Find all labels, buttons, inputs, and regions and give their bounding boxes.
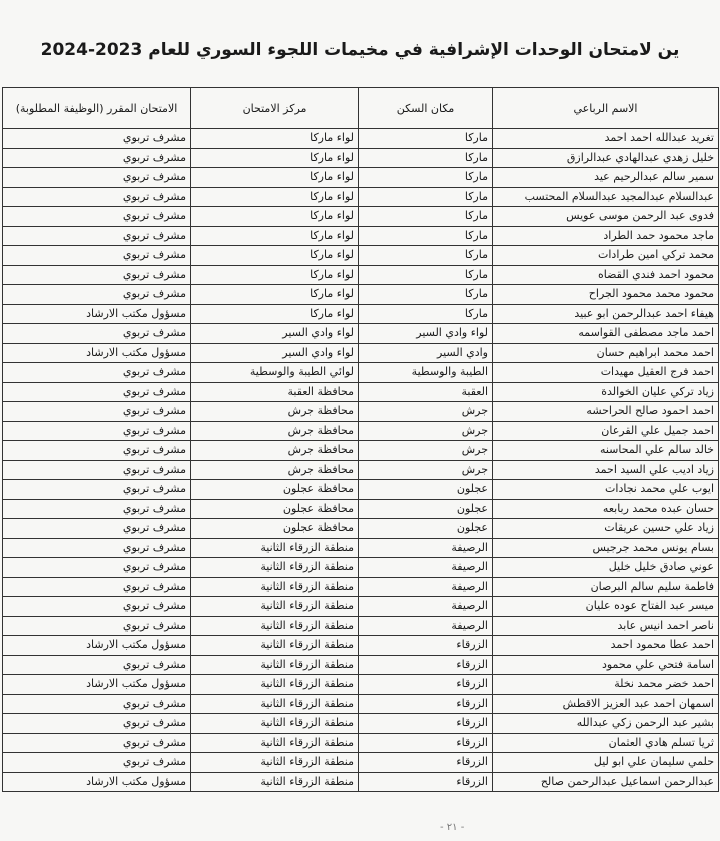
cell-residence: العقبة	[359, 382, 493, 402]
cell-center: لواء ماركا	[191, 226, 359, 246]
cell-name: احمد احمود صالح الحراحشه	[493, 402, 719, 422]
table-row	[3, 480, 719, 500]
cell-exam: مسؤول مكتب الارشاد	[3, 675, 191, 695]
table-row	[3, 577, 719, 597]
cell-name: زياد علي حسين عريقات	[493, 519, 719, 539]
cell-center: لواء ماركا	[191, 304, 359, 324]
document-title: ين لامتحان الوحدات الإشرافية في مخيمات اللجوء السوري للعام 2023-2024	[40, 40, 680, 60]
cell-name: احمد عطا محمود احمد	[493, 636, 719, 656]
cell-exam: مسؤول مكتب الارشاد	[3, 304, 191, 324]
cell-center: منطقة الزرقاء الثانية	[191, 772, 359, 792]
cell-residence: ماركا	[359, 265, 493, 285]
cell-center: محافظة عجلون	[191, 480, 359, 500]
cell-exam: مشرف تربوي	[3, 597, 191, 617]
cell-name: احمد محمد ابراهيم حسان	[493, 343, 719, 363]
cell-name: ميسر عبد الفتاح عوده عليان	[493, 597, 719, 617]
cell-name: ناصر احمد انيس عابد	[493, 616, 719, 636]
cell-residence: ماركا	[359, 226, 493, 246]
cell-residence: ماركا	[359, 246, 493, 266]
cell-name: احمد فرج العقيل مهيدات	[493, 363, 719, 383]
table-row	[3, 129, 719, 149]
cell-name: سمير سالم عبدالرحيم عيد	[493, 168, 719, 188]
cell-residence: جرش	[359, 460, 493, 480]
cell-center: محافظة العقبة	[191, 382, 359, 402]
table-row	[3, 363, 719, 383]
cell-name: خليل زهدي عبدالهادي عبدالرازق	[493, 148, 719, 168]
table-row	[3, 753, 719, 773]
cell-center: لواء ماركا	[191, 187, 359, 207]
table-row	[3, 675, 719, 695]
cell-center: منطقة الزرقاء الثانية	[191, 577, 359, 597]
cell-center: منطقة الزرقاء الثانية	[191, 714, 359, 734]
cell-exam: مشرف تربوي	[3, 207, 191, 227]
table-row	[3, 402, 719, 422]
cell-center: منطقة الزرقاء الثانية	[191, 538, 359, 558]
cell-center: لواء ماركا	[191, 285, 359, 305]
cell-center: منطقة الزرقاء الثانية	[191, 675, 359, 695]
cell-exam: مسؤول مكتب الارشاد	[3, 772, 191, 792]
cell-name: زياد تركي عليان الخوالدة	[493, 382, 719, 402]
cell-residence: ماركا	[359, 168, 493, 188]
cell-residence: الطيبة والوسطية	[359, 363, 493, 383]
cell-residence: الزرقاء	[359, 636, 493, 656]
cell-residence: عجلون	[359, 519, 493, 539]
cell-residence: جرش	[359, 441, 493, 461]
cell-exam: مشرف تربوي	[3, 363, 191, 383]
header-center: مركز الامتحان	[191, 88, 359, 129]
cell-exam: مشرف تربوي	[3, 694, 191, 714]
cell-name: حسان عبده محمد ربابعه	[493, 499, 719, 519]
candidates-table	[2, 87, 719, 792]
table-row	[3, 460, 719, 480]
cell-name: هيفاء احمد عبدالرحمن ابو عبيد	[493, 304, 719, 324]
cell-name: احمد ماجد مصطفى القواسمه	[493, 324, 719, 344]
cell-name: احمد خضر محمد نخلة	[493, 675, 719, 695]
cell-residence: ماركا	[359, 207, 493, 227]
table-row	[3, 441, 719, 461]
cell-center: محافظة جرش	[191, 402, 359, 422]
cell-name: اسمهان احمد عبد العزيز الاقطش	[493, 694, 719, 714]
cell-residence: جرش	[359, 421, 493, 441]
cell-center: لواء وادي السير	[191, 343, 359, 363]
cell-residence: ماركا	[359, 129, 493, 149]
header-exam: الامتحان المقرر (الوظيفة المطلوبة)	[3, 88, 191, 129]
cell-exam: مشرف تربوي	[3, 324, 191, 344]
table-row	[3, 168, 719, 188]
cell-residence: ماركا	[359, 187, 493, 207]
cell-name: بشير عبد الرحمن زكي عبدالله	[493, 714, 719, 734]
cell-residence: ماركا	[359, 148, 493, 168]
table-row	[3, 304, 719, 324]
cell-exam: مسؤول مكتب الارشاد	[3, 636, 191, 656]
cell-center: لواء ماركا	[191, 148, 359, 168]
cell-exam: مشرف تربوي	[3, 246, 191, 266]
table-row	[3, 207, 719, 227]
cell-name: بسام يونس محمد جرجيس	[493, 538, 719, 558]
cell-residence: الزرقاء	[359, 675, 493, 695]
cell-residence: ماركا	[359, 304, 493, 324]
cell-exam: مشرف تربوي	[3, 558, 191, 578]
cell-exam: مشرف تربوي	[3, 577, 191, 597]
cell-name: خالد سالم علي المحاسنه	[493, 441, 719, 461]
table-row	[3, 421, 719, 441]
cell-center: منطقة الزرقاء الثانية	[191, 655, 359, 675]
cell-residence: جرش	[359, 402, 493, 422]
cell-exam: مشرف تربوي	[3, 733, 191, 753]
cell-center: منطقة الزرقاء الثانية	[191, 616, 359, 636]
cell-center: لواء ماركا	[191, 207, 359, 227]
cell-residence: ماركا	[359, 285, 493, 305]
table-row	[3, 343, 719, 363]
cell-residence: الزرقاء	[359, 753, 493, 773]
cell-name: فدوى عبد الرحمن موسى عويس	[493, 207, 719, 227]
cell-exam: مشرف تربوي	[3, 480, 191, 500]
cell-name: عبدالسلام عبدالمجيد عبدالسلام المحتسب	[493, 187, 719, 207]
table-row	[3, 616, 719, 636]
cell-center: محافظة جرش	[191, 460, 359, 480]
header-name: الاسم الرباعي	[493, 88, 719, 129]
cell-center: لوائي الطيبة والوسطية	[191, 363, 359, 383]
cell-name: تغريد عبدالله احمد احمد	[493, 129, 719, 149]
cell-exam: مشرف تربوي	[3, 616, 191, 636]
cell-center: منطقة الزرقاء الثانية	[191, 636, 359, 656]
cell-exam: مشرف تربوي	[3, 382, 191, 402]
cell-exam: مشرف تربوي	[3, 129, 191, 149]
table-row	[3, 499, 719, 519]
cell-exam: مشرف تربوي	[3, 655, 191, 675]
cell-center: محافظة جرش	[191, 421, 359, 441]
table-row	[3, 285, 719, 305]
cell-residence: عجلون	[359, 499, 493, 519]
cell-name: محمود محمد محمود الجراح	[493, 285, 719, 305]
page-number: - ٢١ -	[440, 822, 465, 833]
cell-name: محمود احمد فندي القضاه	[493, 265, 719, 285]
table-row	[3, 148, 719, 168]
cell-residence: الرصيفة	[359, 616, 493, 636]
cell-exam: مشرف تربوي	[3, 519, 191, 539]
table-row	[3, 324, 719, 344]
cell-name: عبدالرحمن اسماعيل عبدالرحمن صالح	[493, 772, 719, 792]
table-row	[3, 538, 719, 558]
cell-residence: الرصيفة	[359, 538, 493, 558]
table-row	[3, 382, 719, 402]
cell-center: منطقة الزرقاء الثانية	[191, 753, 359, 773]
cell-name: احمد جميل علي القرعان	[493, 421, 719, 441]
cell-exam: مشرف تربوي	[3, 402, 191, 422]
cell-center: منطقة الزرقاء الثانية	[191, 597, 359, 617]
cell-center: لواء ماركا	[191, 246, 359, 266]
cell-exam: مشرف تربوي	[3, 499, 191, 519]
cell-exam: مشرف تربوي	[3, 187, 191, 207]
cell-residence: الزرقاء	[359, 772, 493, 792]
cell-name: فاطمة سليم سالم البرصان	[493, 577, 719, 597]
cell-exam: مشرف تربوي	[3, 168, 191, 188]
cell-residence: الزرقاء	[359, 655, 493, 675]
cell-exam: مسؤول مكتب الارشاد	[3, 343, 191, 363]
cell-name: ثريا تسلم هادي العثمان	[493, 733, 719, 753]
cell-center: لواء وادي السير	[191, 324, 359, 344]
table-row	[3, 694, 719, 714]
cell-exam: مشرف تربوي	[3, 753, 191, 773]
cell-residence: الرصيفة	[359, 558, 493, 578]
cell-residence: الزرقاء	[359, 714, 493, 734]
table-row	[3, 519, 719, 539]
cell-residence: الزرقاء	[359, 694, 493, 714]
header-residence: مكان السكن	[359, 88, 493, 129]
table-header-row	[3, 88, 719, 129]
cell-exam: مشرف تربوي	[3, 265, 191, 285]
cell-name: محمد تركي امين طرادات	[493, 246, 719, 266]
cell-center: لواء ماركا	[191, 168, 359, 188]
cell-center: محافظة عجلون	[191, 519, 359, 539]
cell-exam: مشرف تربوي	[3, 148, 191, 168]
cell-center: محافظة جرش	[191, 441, 359, 461]
cell-residence: الرصيفة	[359, 597, 493, 617]
cell-exam: مشرف تربوي	[3, 714, 191, 734]
cell-center: منطقة الزرقاء الثانية	[191, 558, 359, 578]
cell-name: حلمي سليمان علي ابو ليل	[493, 753, 719, 773]
table-row	[3, 187, 719, 207]
table-row	[3, 246, 719, 266]
cell-residence: لواء وادي السير	[359, 324, 493, 344]
cell-name: ايوب علي محمد نجادات	[493, 480, 719, 500]
cell-center: لواء ماركا	[191, 129, 359, 149]
table-row	[3, 636, 719, 656]
table-row	[3, 597, 719, 617]
cell-name: اسامة فتحي علي محمود	[493, 655, 719, 675]
cell-exam: مشرف تربوي	[3, 421, 191, 441]
cell-exam: مشرف تربوي	[3, 226, 191, 246]
table-row	[3, 558, 719, 578]
cell-center: محافظة عجلون	[191, 499, 359, 519]
cell-exam: مشرف تربوي	[3, 441, 191, 461]
table-row	[3, 714, 719, 734]
cell-exam: مشرف تربوي	[3, 460, 191, 480]
cell-center: منطقة الزرقاء الثانية	[191, 694, 359, 714]
cell-center: منطقة الزرقاء الثانية	[191, 733, 359, 753]
cell-name: ماجد محمود حمد الطراد	[493, 226, 719, 246]
cell-residence: الرصيفة	[359, 577, 493, 597]
table-row	[3, 226, 719, 246]
table-row	[3, 265, 719, 285]
cell-residence: الزرقاء	[359, 733, 493, 753]
cell-exam: مشرف تربوي	[3, 285, 191, 305]
table-row	[3, 655, 719, 675]
table-row	[3, 733, 719, 753]
cell-exam: مشرف تربوي	[3, 538, 191, 558]
cell-residence: عجلون	[359, 480, 493, 500]
cell-residence: وادي السير	[359, 343, 493, 363]
table-row	[3, 772, 719, 792]
cell-center: لواء ماركا	[191, 265, 359, 285]
cell-name: عوني صادق خليل خليل	[493, 558, 719, 578]
cell-name: زياد اديب علي السيد احمد	[493, 460, 719, 480]
